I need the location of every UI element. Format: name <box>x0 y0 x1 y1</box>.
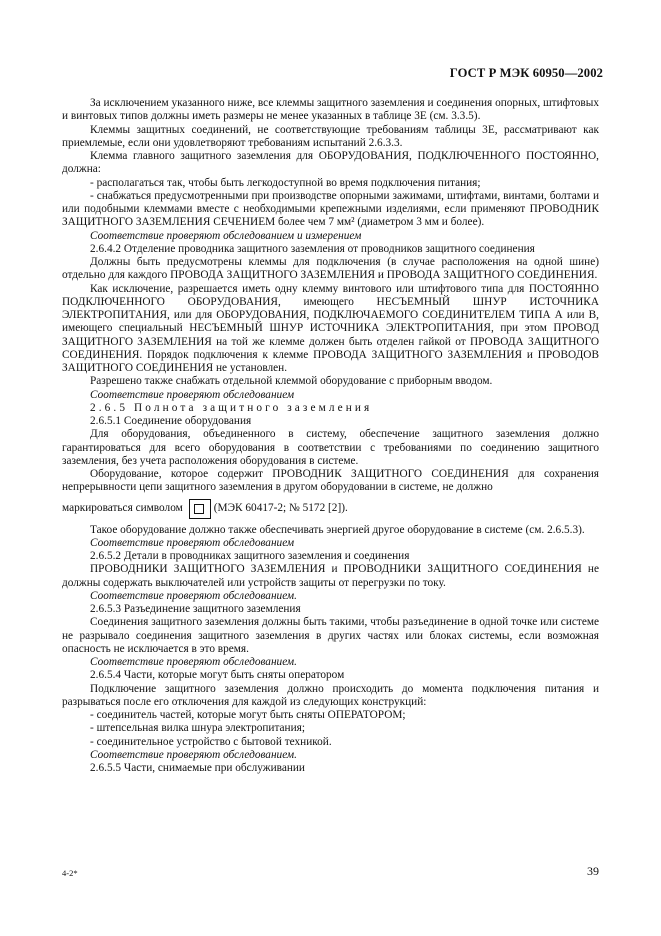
compliance-note: Соответствие проверяют обследованием. <box>90 589 297 602</box>
symbol-line-text: маркироваться символом <box>62 501 183 514</box>
paragraph: ПРОВОДНИКИ ЗАЩИТНОГО ЗАЗЕМЛЕНИЯ и ПРОВОДНИКИ ЗАЩИТНОГО СОЕДИНЕНИЯ не должны содержать выключателей или устройств защиты от перегрузки по току. <box>62 563 599 589</box>
compliance-note: Соответствие проверяют обследованием и измерением <box>90 229 362 242</box>
compliance-note: Соответствие проверяют обследованием <box>90 536 295 549</box>
paragraph: Клемма главного защитного заземления для ОБОРУДОВАНИЯ, ПОДКЛЮЧЕННОГО ПОСТОЯННО, должна: <box>62 150 599 176</box>
section-heading: 2.6.5.1 Соединение оборудования <box>90 415 252 427</box>
compliance-note: Соответствие проверяют обследованием. <box>90 656 297 668</box>
list-item: - располагаться так, чтобы быть легкодоступной во время подключения питания; <box>90 176 481 189</box>
paragraph: Разрешено также снабжать отдельной клеммой оборудование с приборным вводом. <box>90 375 493 388</box>
list-item: - снабжаться предусмотренными при производстве опорными зажимами, штифтами, винтами, болтами и или подобными клеммами вместе с необходимыми крепежными изделиями, если применяют ПРОВОДНИК ЗАЩИТНОГО ЗАЗЕМЛЕНИЯ СЕЧЕНИЕМ более чем 7 мм² (диаметром 3 мм и более). <box>62 189 599 229</box>
paragraph: Оборудование, которое содержит ПРОВОДНИК ЗАЩИТНОГО СОЕДИНЕНИЯ для сохранения непрерывности цепи защитного заземления в другом оборудовании в системе, не должно <box>62 468 599 494</box>
page-header: ГОСТ Р МЭК 60950—2002 <box>449 66 603 80</box>
list-item: - штепсельная вилка шнура электропитания; <box>90 722 305 735</box>
section-heading: 2.6.5.3 Разъединение защитного заземления <box>90 603 301 615</box>
section-heading: 2.6.5.2 Детали в проводниках защитного заземления и соединения <box>90 550 410 562</box>
compliance-note: Соответствие проверяют обследованием <box>90 388 295 401</box>
section-heading: 2.6.5.4 Части, которые могут быть сняты оператором <box>90 669 345 682</box>
page-body <box>62 97 599 775</box>
list-item: - соединитель частей, которые могут быть сняты ОПЕРАТОРОМ; <box>90 709 406 721</box>
page-number: 39 <box>587 864 599 878</box>
footer-signature-mark: 4-2* <box>62 868 78 878</box>
paragraph: Такое оборудование должно также обеспечивать энергией другое оборудование в системе (см. 2.6.5.3). <box>90 523 585 536</box>
paragraph: Соединения защитного заземления должны быть такими, чтобы разъединение в одной точке или системе не разрывало соединения защитного заземления в других частях или блоках системы, если возможная опасность не исключается в это время. <box>62 616 599 655</box>
compliance-note: Соответствие проверяют обследованием. <box>90 748 297 761</box>
paragraph: Для оборудования, объединенного в систему, обеспечение защитного заземления должно гарантироваться для всего оборудования в соответствии с требованиями по соединению защитного заземления, без учета расположения оборудования в системе. <box>62 428 599 467</box>
section-heading: 2.6.5.5 Части, снимаемые при обслуживании <box>90 762 305 774</box>
double-square-icon <box>189 499 211 519</box>
paragraph: Клеммы защитных соединений, не соответствующие требованиям таблицы 3Е, рассматривают как приемлемые, если они удовлетворяют требованиям испытаний 2.6.3.3. <box>62 123 599 149</box>
section-heading: 2.6.5 Полнота защитного заземления <box>90 401 373 414</box>
section-heading: 2.6.4.2 Отделение проводника защитного заземления от проводников защитного соединения <box>90 242 535 255</box>
paragraph: Как исключение, разрешается иметь одну клемму винтового или штифтового типа для ПОСТОЯННО ПОДКЛЮЧЕННОГО ОБОРУДОВАНИЯ, имеющего НЕСЪЕМНЫЙ ШНУР ИСТОЧНИКА ЭЛЕКТРОПИТАНИЯ, или для ОБОРУДОВАНИЯ, ПОДКЛЮЧАЕМОГО СОЕДИНИТЕЛЕМ ТИПА А или В, имеющего специальный НЕСЪЕМНЫЙ ШНУР ИСТОЧНИКА ЭЛЕКТРОПИТАНИЯ, при этом ПРОВОД ЗАЩИТНОГО ЗАЗЕМЛЕНИЯ на той же клемме должен быть отделен гайкой от ПРОВОДА ЗАЩИТНОГО СОЕДИНЕНИЯ. Порядок подключения к клемме ПРОВОДА ЗАЩИТНОГО ЗАЗЕМЛЕНИЯ и ПРОВОДОВ ЗАЩИТНОГО СОЕДИНЕНИЯ не установлен. <box>62 282 599 374</box>
symbol-line <box>62 499 599 519</box>
paragraph: Должны быть предусмотрены клеммы для подключения (в случае расположения на одной шине) отдельно для каждого ПРОВОДА ЗАЩИТНОГО ЗАЗЕМЛЕНИЯ и ПРОВОДА ЗАЩИТНОГО СОЕДИНЕНИЯ. <box>62 256 599 282</box>
symbol-reference: (МЭК 60417-2; № 5172 [2]). <box>213 501 348 514</box>
paragraph: За исключением указанного ниже, все клеммы защитного заземления и соединения опорных, штифтовых и винтовых типов должны иметь размеры не менее указанных в таблице 3Е (см. 3.3.5). <box>62 97 599 123</box>
list-item: - соединительное устройство с бытовой техникой. <box>90 735 332 748</box>
paragraph: Подключение защитного заземления должно происходить до момента подключения питания и разрываться после его отключения для каждой из следующих конструкций: <box>62 682 599 708</box>
